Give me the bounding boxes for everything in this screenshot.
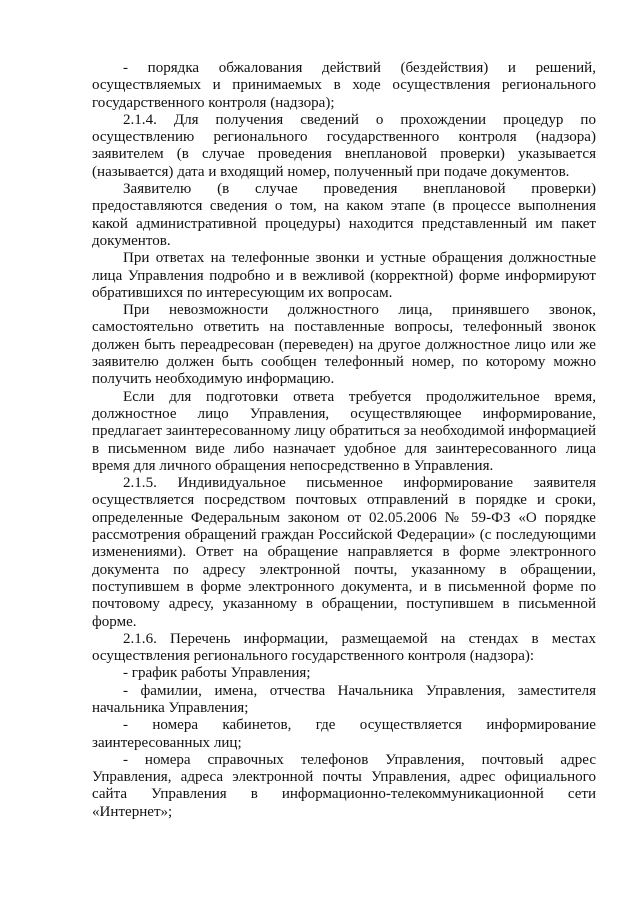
paragraph-applicant-info: Заявителю (в случае проведения внеплановой проверки) предоставляются сведения о том, на каком этапе (в процессе выполнения какой административной процедуры) находится представленный им пакет документов. [92, 181, 596, 249]
document-body [92, 60, 596, 821]
list-item-schedule: - график работы Управления; [123, 665, 311, 682]
list-item-office-numbers: - номера кабинетов, где осуществляется информирование заинтересованных лиц; [92, 717, 596, 751]
paragraph-2-1-5: 2.1.5. Индивидуальное письменное информирование заявителя осуществляется посредством почтовых отправлений в порядке и сроки, определенные Федеральным законом от 02.05.2006 № 59-ФЗ «О порядке рассмотрения обращений граждан Российской Федерации» (с последующими изменениями). Ответ на обращение направляется в форме электронного документа по адресу электронной почты, указанному в обращении, поступившем в форме электронного документа, и в письменной форме по почтовому адресу, указанному в обращении, поступившем в письменной форме. [92, 475, 596, 630]
list-item-contacts: - номера справочных телефонов Управления, почтовый адрес Управления, адреса электронной почты Управления, адрес официального сайта Управления в информационно-телекоммуникационной сети «Интернет»; [92, 751, 596, 820]
paragraph-2-1-6: 2.1.6. Перечень информации, размещаемой на стендах в местах осуществления регионального государственного контроля (надзора): [92, 630, 596, 665]
list-item-names: - фамилии, имена, отчества Начальника Управления, заместителя начальника Управления; [92, 682, 596, 716]
paragraph-phone-answers: При ответах на телефонные звонки и устные обращения должностные лица Управления подробно и в вежливой (корректной) форме информируют обратившихся по интересующим их вопросам. [92, 250, 596, 301]
paragraph-long-preparation: Если для подготовки ответа требуется продолжительное время, должностное лицо Управления, осуществляющее информирование, предлагает заинтересованному лицу обратиться за необходимой информацией в письменном виде либо назначает удобное для заинтересованного лица время для личного обращения непосредственно в Управления. [92, 388, 596, 474]
paragraph-appeal-procedure: - порядка обжалования действий (бездействия) и решений, осуществляемых и принимаемых в ходе осуществления регионального государственного контроля (надзора); [92, 60, 596, 111]
paragraph-call-redirect: При невозможности должностного лица, принявшего звонок, самостоятельно ответить на поставленные вопросы, телефонный звонок должен быть переадресован (переведен) на другое должностное лицо или же заявителю должен быть сообщен телефонный номер, по которому можно получить необходимую информацию. [92, 302, 596, 388]
paragraph-2-1-4: 2.1.4. Для получения сведений о прохождении процедур по осуществлению регионального государственного контроля (надзора) заявителем (в случае проведения внеплановой проверки) указывается (называется) дата и входящий номер, полученный при подаче документов. [92, 111, 596, 180]
